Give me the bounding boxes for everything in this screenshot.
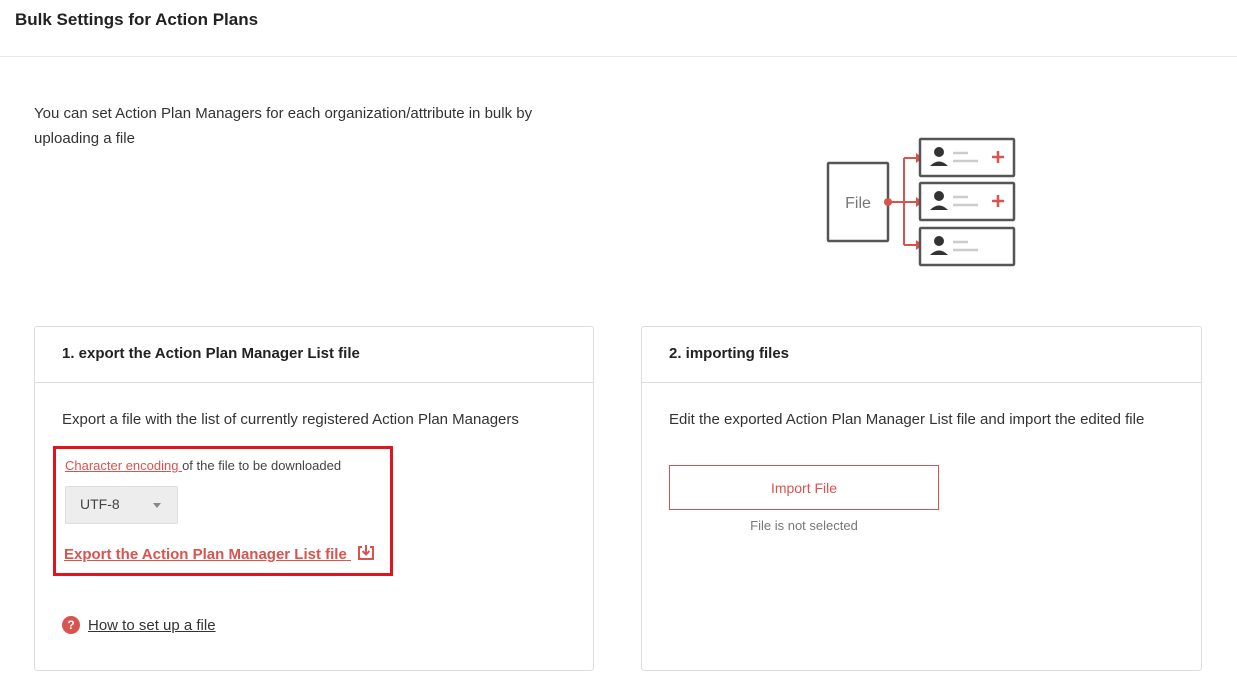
page-title: Bulk Settings for Action Plans: [15, 10, 259, 29]
illustration-row: [920, 228, 1014, 265]
how-to-setup-link[interactable]: [62, 616, 216, 634]
character-encoding-link[interactable]: Character encoding: [65, 458, 183, 473]
export-panel: [34, 326, 594, 671]
illustration-file-label: File: [845, 195, 871, 212]
export-settings-highlight: [53, 446, 393, 576]
encoding-label: [65, 458, 341, 473]
export-panel-title: 1. export the Action Plan Manager List file: [35, 327, 593, 383]
file-status: File is not selected: [750, 518, 858, 533]
export-panel-description: Export a file with the list of currently registered Action Plan Managers: [62, 411, 519, 428]
illustration-row: [920, 139, 1014, 176]
download-icon: [357, 544, 375, 561]
illustration-row: [920, 183, 1014, 220]
encoding-select[interactable]: [65, 486, 178, 524]
chevron-down-icon: [153, 503, 161, 508]
encoding-select-value: UTF-8: [80, 496, 120, 512]
page-header: [0, 0, 1237, 57]
import-panel: [641, 326, 1202, 671]
question-icon: ?: [62, 616, 80, 634]
import-panel-description: Edit the exported Action Plan Manager List file and import the edited file: [669, 411, 1145, 428]
import-file-button[interactable]: Import File: [669, 465, 939, 510]
how-to-setup-label: How to set up a file: [88, 616, 216, 634]
intro-text: You can set Action Plan Managers for each organization/attribute in bulk by uploading a file: [34, 105, 533, 147]
encoding-suffix: of the file to be downloaded: [182, 458, 342, 473]
export-list-link-label: Export the Action Plan Manager List file: [64, 546, 347, 563]
export-list-link[interactable]: [64, 544, 375, 563]
import-panel-title: 2. importing files: [642, 327, 1201, 383]
bulk-upload-illustration: [820, 130, 1030, 275]
